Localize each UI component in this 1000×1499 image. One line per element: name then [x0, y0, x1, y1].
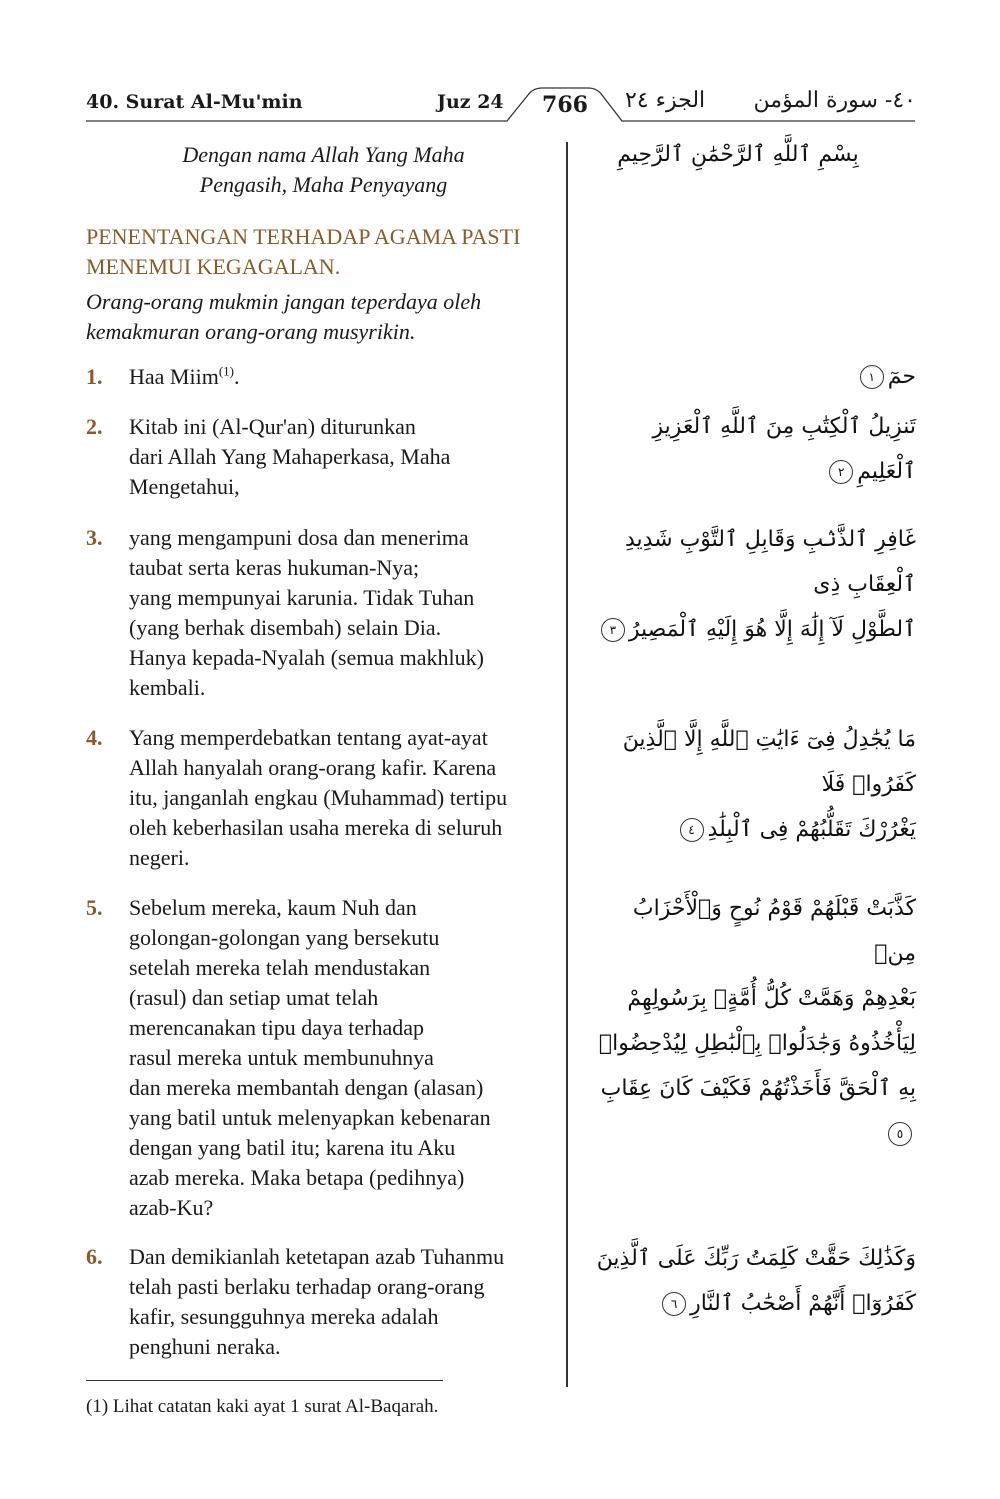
arabic-line: غَافِرِ ٱلذَّنۢبِ وَقَابِلِ ٱلتَّوْبِ شَدِيدِ ٱلْعِقَابِ ذِى	[624, 527, 916, 597]
page-number: 766	[542, 92, 588, 118]
juz-label-arabic: الجزء ٢٤	[625, 88, 706, 113]
verse-end-marker: ٦	[662, 1292, 686, 1316]
header-rule	[0, 0, 1000, 140]
basmala-arabic: بِسْمِ ٱللَّهِ ٱلرَّحْمَٰنِ ٱلرَّحِيمِ	[617, 142, 859, 167]
verse-line: dan mereka membantah dengan (alasan)	[129, 1075, 484, 1100]
verse-line: azab mereka. Maka betapa (pedihnya)	[129, 1165, 465, 1190]
verse-number: 5.	[86, 895, 103, 920]
verse-end-marker: ٥	[888, 1122, 912, 1146]
surah-title-arabic: ٤٠- سورة المؤمن	[753, 88, 916, 113]
arabic-line: وَكَذَٰلِكَ حَقَّتْ كَلِمَتُ رَبِّكَ عَلَى ٱلَّذِينَ	[596, 1246, 916, 1271]
verse-line: telah pasti berlaku terhadap orang-orang	[129, 1274, 485, 1299]
verse-line: azab-Ku?	[129, 1195, 214, 1220]
basmala-translation	[86, 140, 561, 200]
verse-line: itu, janganlah engkau (Muhammad) tertipu	[129, 785, 508, 810]
section-heading-line: PENENTANGAN TERHADAP AGAMA PASTI	[86, 224, 521, 249]
arabic-line: يَغْرُرْكَ تَقَلُّبُهُمْ فِى ٱلْبِلَٰدِ	[707, 817, 916, 842]
arabic-line: تَنزِيلُ ٱلْكِتَٰبِ مِنَ ٱللَّهِ ٱلْعَزِيزِ ٱلْعَلِيمِ	[652, 414, 916, 484]
footnote: (1) Lihat catatan kaki ayat 1 surat Al-Baqarah.	[86, 1396, 439, 1417]
verse-line: taubat serta keras hukuman-Nya;	[129, 555, 420, 580]
verse-number: 1.	[86, 364, 103, 389]
verse-text: Haa Miim	[129, 364, 219, 389]
verse-6-translation	[86, 1242, 561, 1362]
verse-line: yang batil untuk melenyapkan kebenaran	[129, 1105, 491, 1130]
verse-line: Hanya kepada-Nyalah (semua makhluk)	[129, 645, 484, 670]
section-heading	[86, 222, 561, 282]
verse-line: yang mempunyai karunia. Tidak Tuhan	[129, 585, 475, 610]
surah-title-latin: 40. Surat Al-Mu'min	[86, 91, 303, 113]
verse-4-arabic	[596, 717, 916, 852]
verse-line: Allah hanyalah orang-orang kafir. Karena	[129, 755, 497, 780]
arabic-line: بَعْدِهِمْ وَهَمَّتْ كُلُّ أُمَّةٍۭ بِرَسُولِهِمْ	[627, 986, 916, 1011]
verse-line: oleh keberhasilan usaha mereka di seluruh	[129, 815, 503, 840]
section-subheading-line: kemakmuran orang-orang musyrikin.	[86, 319, 416, 344]
basmala-translation-line: Dengan nama Allah Yang Maha	[182, 142, 465, 167]
verse-line: Dan demikianlah ketetapan azab Tuhanmu	[129, 1244, 505, 1269]
verse-text-end: .	[234, 364, 240, 389]
verse-6-arabic	[596, 1236, 916, 1326]
arabic-line: كَفَرُوٓا۟ أَنَّهُمْ أَصْحَٰبُ ٱلنَّارِ	[690, 1291, 916, 1316]
verse-line: dengan yang batil itu; karena itu Aku	[129, 1135, 456, 1160]
column-divider	[566, 142, 568, 1387]
arabic-line: بِهِ ٱلْحَقَّ فَأَخَذْتُهُمْ فَكَيْفَ كَانَ عِقَابِ	[600, 1076, 916, 1101]
verse-2-translation	[86, 412, 561, 502]
verse-line: penghuni neraka.	[129, 1334, 281, 1359]
verse-end-marker: ٤	[680, 818, 704, 842]
arabic-line: ٱلطَّوْلِ لَآ إِلَٰهَ إِلَّا هُوَ إِلَيْهِ ٱلْمَصِيرُ	[628, 617, 916, 642]
verse-line: merencanakan tipu daya terhadap	[129, 1015, 425, 1040]
arabic-line: كَذَّبَتْ قَبْلَهُمْ قَوْمُ نُوحٍ وَٱلْأَحْزَابُ مِنۢ	[632, 896, 916, 966]
verse-line: Mengetahui,	[129, 474, 240, 499]
verse-1-translation	[86, 362, 561, 392]
verse-line: rasul mereka untuk membunuhnya	[129, 1045, 434, 1070]
verse-line: setelah mereka telah mendustakan	[129, 955, 431, 980]
arabic-line: مَا يُجَٰدِلُ فِىٓ ءَايَٰتِ ٱللَّهِ إِلَّا ٱلَّذِينَ كَفَرُوا۟ فَلَا	[622, 727, 916, 797]
verse-line: negeri.	[129, 845, 190, 870]
verse-number: 2.	[86, 414, 103, 439]
verse-line: Kitab ini (Al-Qur'an) diturunkan	[129, 414, 416, 439]
verse-line: Yang memperdebatkan tentang ayat-ayat	[129, 725, 488, 750]
verse-3-arabic	[596, 517, 916, 652]
verse-end-marker: ٣	[601, 618, 625, 642]
section-heading-line: MENEMUI KEGAGALAN.	[86, 254, 341, 279]
juz-label-latin: Juz 24	[437, 91, 504, 113]
verse-line: golongan-golongan yang bersekutu	[129, 925, 440, 950]
verse-number: 3.	[86, 525, 103, 550]
verse-5-translation	[86, 893, 561, 1223]
footnote-rule	[86, 1380, 443, 1381]
footnote-ref: (1)	[218, 363, 234, 379]
arabic-line: لِيَأْخُذُوهُ وَجَٰدَلُوا۟ بِٱلْبَٰطِلِ لِيُدْحِضُوا۟	[598, 1031, 916, 1056]
verse-number: 6.	[86, 1244, 103, 1269]
verse-number: 4.	[86, 725, 103, 750]
verse-4-translation	[86, 723, 561, 873]
verse-3-translation	[86, 523, 561, 703]
section-subheading	[86, 287, 561, 347]
verse-line: dari Allah Yang Mahaperkasa, Maha	[129, 444, 451, 469]
verse-line: (rasul) dan setiap umat telah	[129, 985, 379, 1010]
verse-end-marker: ٢	[829, 460, 853, 484]
verse-5-arabic	[596, 886, 916, 1156]
verse-line: Sebelum mereka, kaum Nuh dan	[129, 895, 417, 920]
arabic-line: حمٓ	[887, 364, 916, 389]
verse-line: kembali.	[129, 675, 206, 700]
section-subheading-line: Orang-orang mukmin jangan teperdaya oleh	[86, 289, 482, 314]
verse-2-arabic	[596, 404, 916, 494]
verse-line: kafir, sesungguhnya mereka adalah	[129, 1304, 439, 1329]
verse-end-marker: ١	[860, 365, 884, 389]
verse-line: (yang berhak disembah) selain Dia.	[129, 615, 442, 640]
verse-1-arabic	[596, 354, 916, 399]
verse-line: yang mengampuni dosa dan menerima	[129, 525, 469, 550]
basmala-translation-line: Pengasih, Maha Penyayang	[199, 172, 448, 197]
